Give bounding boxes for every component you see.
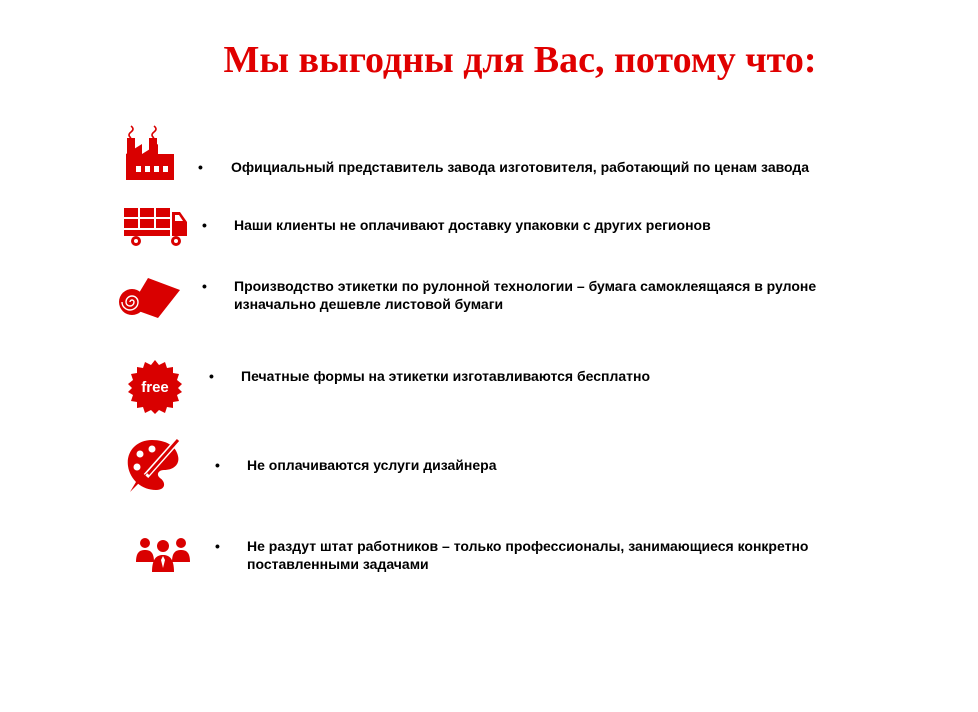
team-icon bbox=[136, 536, 190, 576]
bullet: • bbox=[215, 457, 220, 473]
free-badge-icon bbox=[128, 360, 182, 414]
free-badge-label: free bbox=[141, 379, 169, 396]
bullet: • bbox=[209, 368, 214, 384]
benefit-text: Не раздут штат работников – только профессионалы, занимающиеся конкретно поставленными задачами bbox=[247, 538, 809, 572]
benefit-text: Официальный представитель завода изготовителя, работающий по ценам завода bbox=[231, 159, 810, 175]
benefit-text: Печатные формы на этикетки изготавливаются бесплатно bbox=[241, 368, 651, 384]
benefit-text: Производство этикетки по рулонной технологии – бумага самоклеящаяся в рулоне изначально дешевле листовой бумаги bbox=[234, 278, 817, 312]
benefit-text: Не оплачиваются услуги дизайнера bbox=[247, 457, 497, 473]
benefit-text: Наши клиенты не оплачивают доставку упаковки с других регионов bbox=[234, 217, 711, 233]
delivery-truck-icon bbox=[124, 206, 188, 248]
bullet: • bbox=[202, 278, 207, 294]
palette-brush-icon bbox=[126, 438, 184, 494]
bullet: • bbox=[198, 159, 203, 175]
bullet: • bbox=[202, 217, 207, 233]
factory-icon bbox=[122, 124, 178, 180]
paper-roll-icon bbox=[118, 276, 182, 320]
page-title: Мы выгодны для Вас, потому что: bbox=[223, 39, 817, 81]
bullet: • bbox=[215, 538, 220, 554]
